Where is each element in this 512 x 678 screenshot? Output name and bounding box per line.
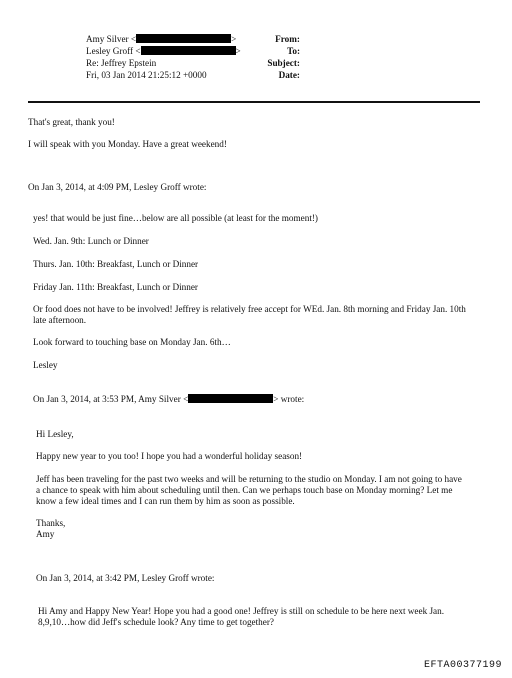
to-tail: >	[235, 46, 241, 56]
quote2-greeting: Hi Lesley,	[36, 429, 74, 439]
from-tail: >	[231, 34, 237, 44]
quote1-paragraph: Or food does not have to be involved! Jeffrey is relatively free accept for WEd. Jan. 8th morning and Friday Jan. 10th late afternoon.	[33, 304, 466, 325]
quote2-line-1: Happy new year to you too! I hope you had a wonderful holiday season!	[36, 451, 303, 461]
quote2-attribution	[33, 394, 304, 405]
from-value: Amy Silver <	[86, 34, 137, 44]
date-label: Date:	[278, 70, 300, 80]
to-label: To:	[287, 46, 300, 56]
quote1-thurs: Thurs. Jan. 10th: Breakfast, Lunch or Dinner	[33, 259, 199, 269]
redaction-box	[141, 46, 236, 55]
date-value: Fri, 03 Jan 2014 21:25:12 +0000	[86, 70, 207, 80]
header-divider	[28, 101, 480, 103]
reply-line-1: That's great, thank you!	[28, 117, 115, 127]
from-label: From:	[275, 34, 300, 44]
quote3-attribution: On Jan 3, 2014, at 3:42 PM, Lesley Groff wrote:	[36, 573, 215, 583]
bates-number: EFTA00377199	[423, 660, 502, 671]
redaction-box	[188, 394, 273, 403]
subject-value: Re: Jeffrey Epstein	[86, 58, 157, 68]
quote1-attribution: On Jan 3, 2014, at 4:09 PM, Lesley Groff wrote:	[28, 182, 207, 192]
quote2-signature: Amy	[36, 529, 55, 539]
quote1-line-1: yes! that would be just fine…below are all possible (at least for the moment!)	[33, 213, 318, 223]
email-header	[0, 0, 512, 100]
quote1-signature: Lesley	[33, 360, 58, 370]
quote2-paragraph: Jeff has been traveling for the past two weeks and will be returning to the studio on Monday. I am not going to have a chance to speak with him about scheduling until then. Can we perhaps touch base on Monday morning? Let me know a few ideal times and I can run them by him as soon as possible.	[36, 474, 462, 506]
reply-line-2: I will speak with you Monday. Have a great weekend!	[28, 139, 227, 149]
subject-label: Subject:	[267, 58, 300, 68]
quote2-attribution-pre: On Jan 3, 2014, at 3:53 PM, Amy Silver <	[33, 394, 189, 404]
quote2-thanks: Thanks,	[36, 518, 66, 528]
quote1-fri: Friday Jan. 11th: Breakfast, Lunch or Dinner	[33, 282, 198, 292]
quote3-paragraph: Hi Amy and Happy New Year! Hope you had a good one! Jeffrey is still on schedule to be here next week Jan. 8,9,10…how did Jeff's schedule look? Any time to get together?	[38, 606, 445, 627]
redaction-box	[136, 34, 231, 43]
quote1-forward: Look forward to touching base on Monday Jan. 6th…	[33, 337, 231, 347]
quote2-attribution-post: > wrote:	[273, 394, 305, 404]
quote1-wed: Wed. Jan. 9th: Lunch or Dinner	[33, 236, 149, 246]
to-value: Lesley Groff <	[86, 46, 141, 56]
